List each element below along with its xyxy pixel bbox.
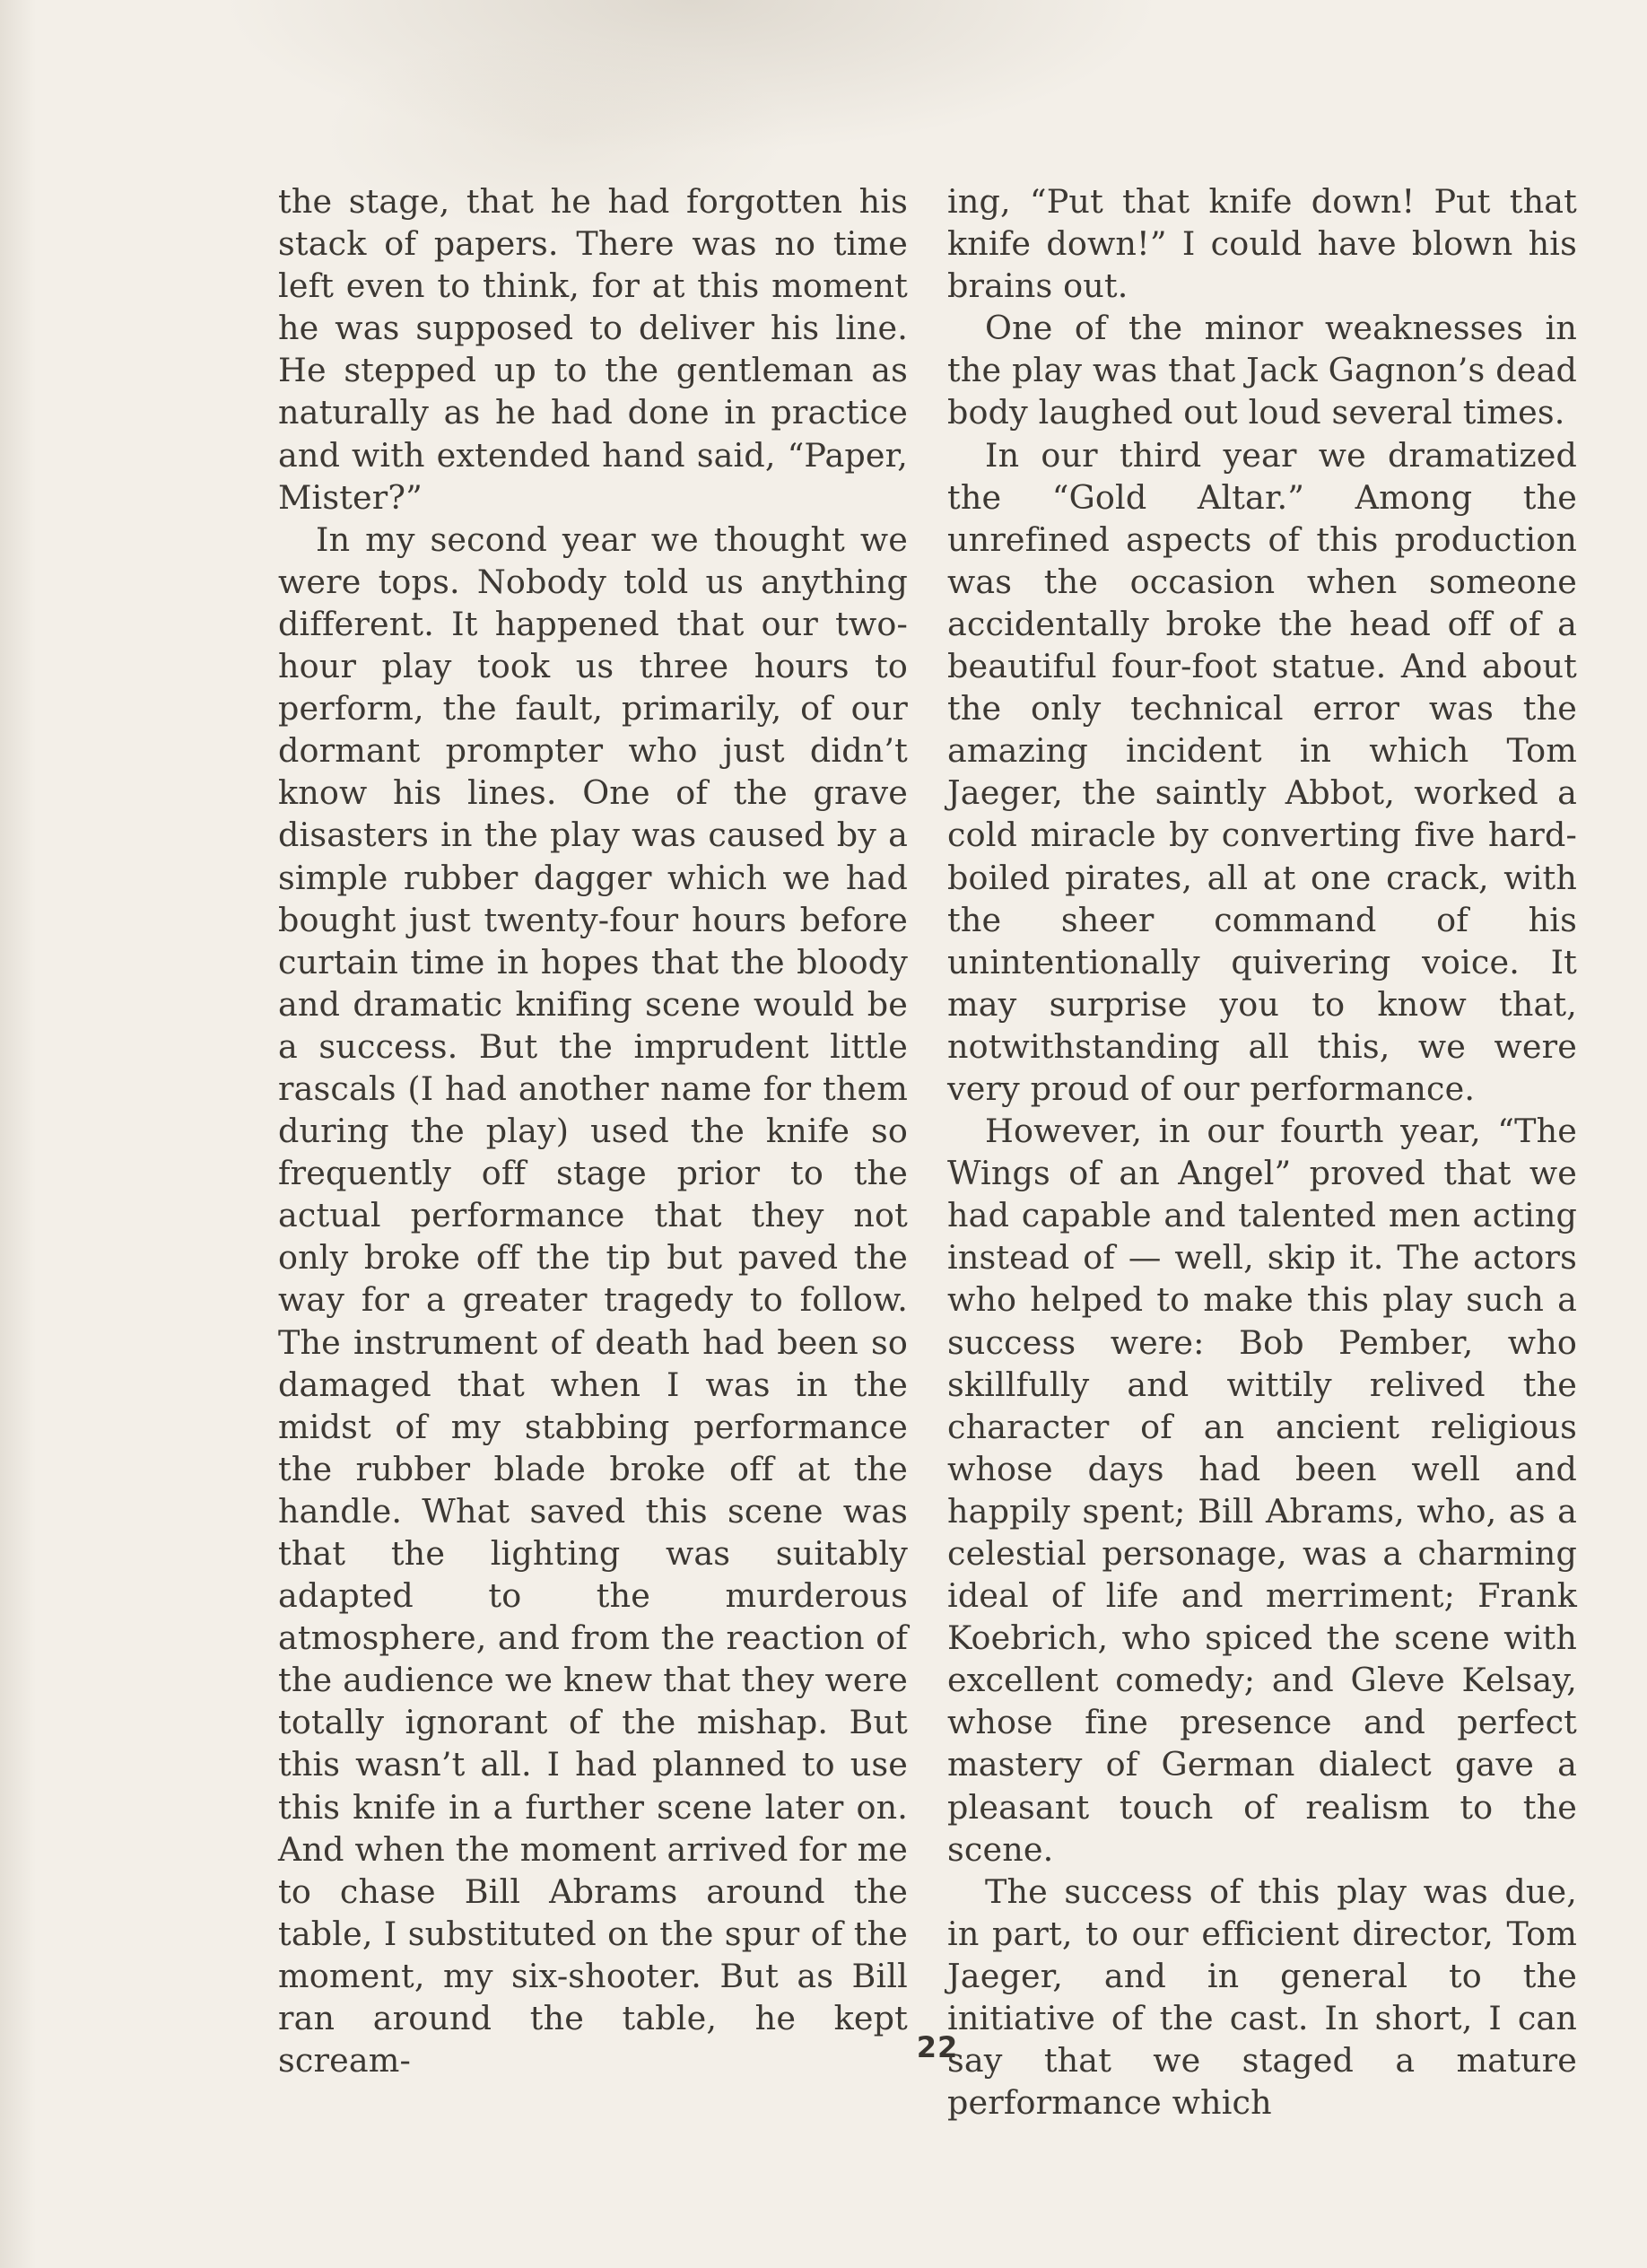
paragraph: In our third year we dramatized the “Gold Altar.” Among the unrefined aspects of this production was the occasion when someone accidentally broke the head off of a beautiful four-foot statue. And about the only technical error was the amazing incident in which Tom Jaeger, the saintly Abbot, worked a cold miracle by converting five hard-boiled pirates, all at one crack, with the sheer command of his unintentionally quivering voice. It may surprise you to know that, notwithstanding all this, we were very proud of our performance. bbox=[947, 435, 1577, 1108]
left-text-column bbox=[278, 180, 908, 2081]
right-text-column bbox=[947, 180, 1577, 2124]
paragraph: The success of this play was due, in part, to our efficient director, Tom Jaeger, and in general to the initiative of the cast. In short, I can say that we staged a mature performance which bbox=[947, 1871, 1577, 2123]
paragraph: One of the minor weaknesses in the play was that Jack Gagnon’s dead body laughed out loud several times. bbox=[947, 309, 1577, 432]
page-number: 22 bbox=[916, 2030, 959, 2064]
paragraph: ing, “Put that knife down! Put that knife down!” I could have blown his brains out. bbox=[947, 182, 1577, 306]
paragraph: However, in our fourth year, “The Wings of an Angel” proved that we had capable and talented men acting instead of — well, skip it. The actors who helped to make this play such a success were: Bob Pember, who skillfully and wittily relived the character of an ancient religious whose days had been well and happily spent; Bill Abrams, who, as a celestial personage, was a charming ideal of life and merriment; Frank Koebrich, who spiced the scene with excellent comedy; and Gleve Kelsay, whose fine presence and perfect mastery of German dialect gave a pleasant touch of realism to the scene. bbox=[947, 1112, 1577, 1869]
paragraph: In my second year we thought we were tops. Nobody told us anything different. It happened that our two-hour play took us three hours to perform, the fault, primarily, of our dormant prompter who just didn’t know his lines. One of the grave disasters in the play was caused by a simple rubber dagger which we had bought just twenty-four hours before curtain time in hopes that the bloody and dramatic knifing scene would be a success. But the imprudent little rascals (I had another name for them during the play) used the knife so frequently off stage prior to the actual performance that they not only broke off the tip but paved the way for a greater tragedy to follow. The instrument of death had been so damaged that when I was in the midst of my stabbing performance the rubber blade broke off at the handle. What saved this scene was that the lighting was suitably adapted to the murderous atmosphere, and from the reaction of the audience we knew that they were totally ignorant of the mishap. But this wasn’t all. I had planned to use this knife in a further scene later on. And when the moment arrived for me to chase Bill Abrams around the table, I substituted on the spur of the moment, my six-shooter. But as Bill ran around the table, he kept scream- bbox=[278, 519, 908, 2080]
paragraph: the stage, that he had forgotten his stack of papers. There was no time left even to think, for at this moment he was supposed to deliver his line. He stepped up to the gentleman as naturally as he had done in practice and with extended hand said, “Paper, Mister?” bbox=[278, 182, 908, 517]
